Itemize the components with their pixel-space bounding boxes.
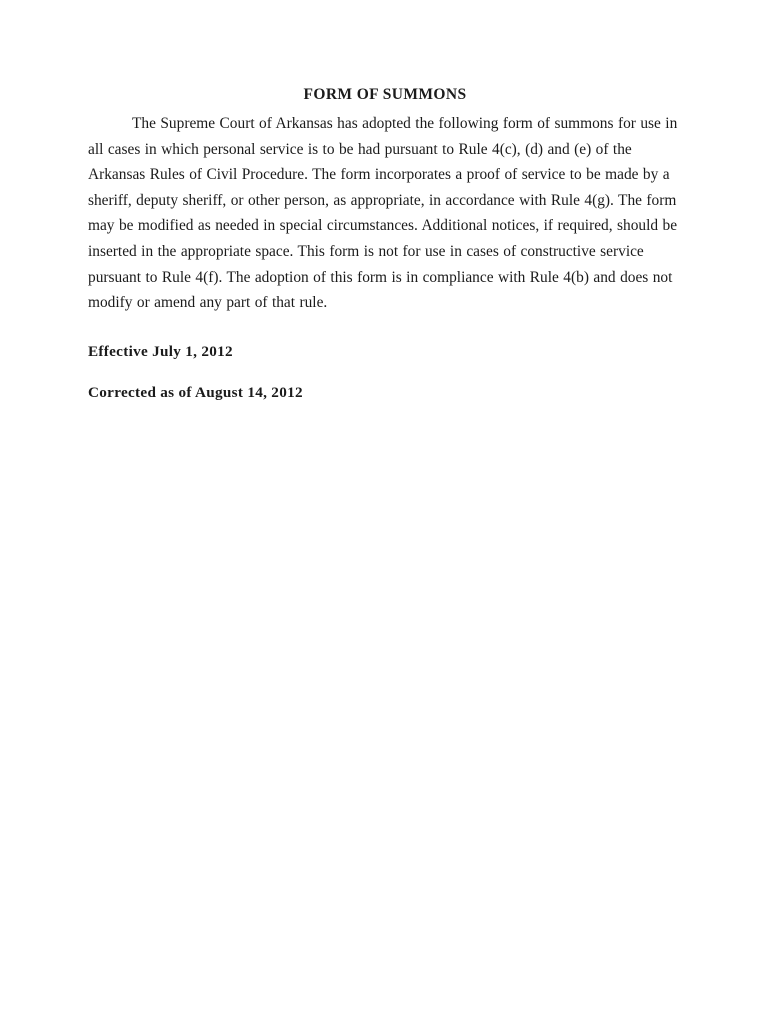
corrected-date-line: Corrected as of August 14, 2012 <box>88 383 303 401</box>
intro-paragraph: The Supreme Court of Arkansas has adopted the following form of summons for use in all cases in which personal service is to be had pursuant to Rule 4(c), (d) and (e) of the Arkansas Rules of Civil Procedure. The form incorporates a proof of service to be made by a sheriff, deputy sheriff, or other person, as appropriate, in accordance with Rule 4(g). The form may be modified as needed in special circumstances. Additional notices, if required, should be inserted in the appropriate space. This form is not for use in cases of constructive service pursuant to Rule 4(f). The adoption of this form is in compliance with Rule 4(b) and does not modify or amend any part of that rule. <box>88 115 678 312</box>
effective-date-line: Effective July 1, 2012 <box>88 342 233 360</box>
document-content <box>88 86 682 402</box>
page-title: FORM OF SUMMONS <box>303 86 467 103</box>
